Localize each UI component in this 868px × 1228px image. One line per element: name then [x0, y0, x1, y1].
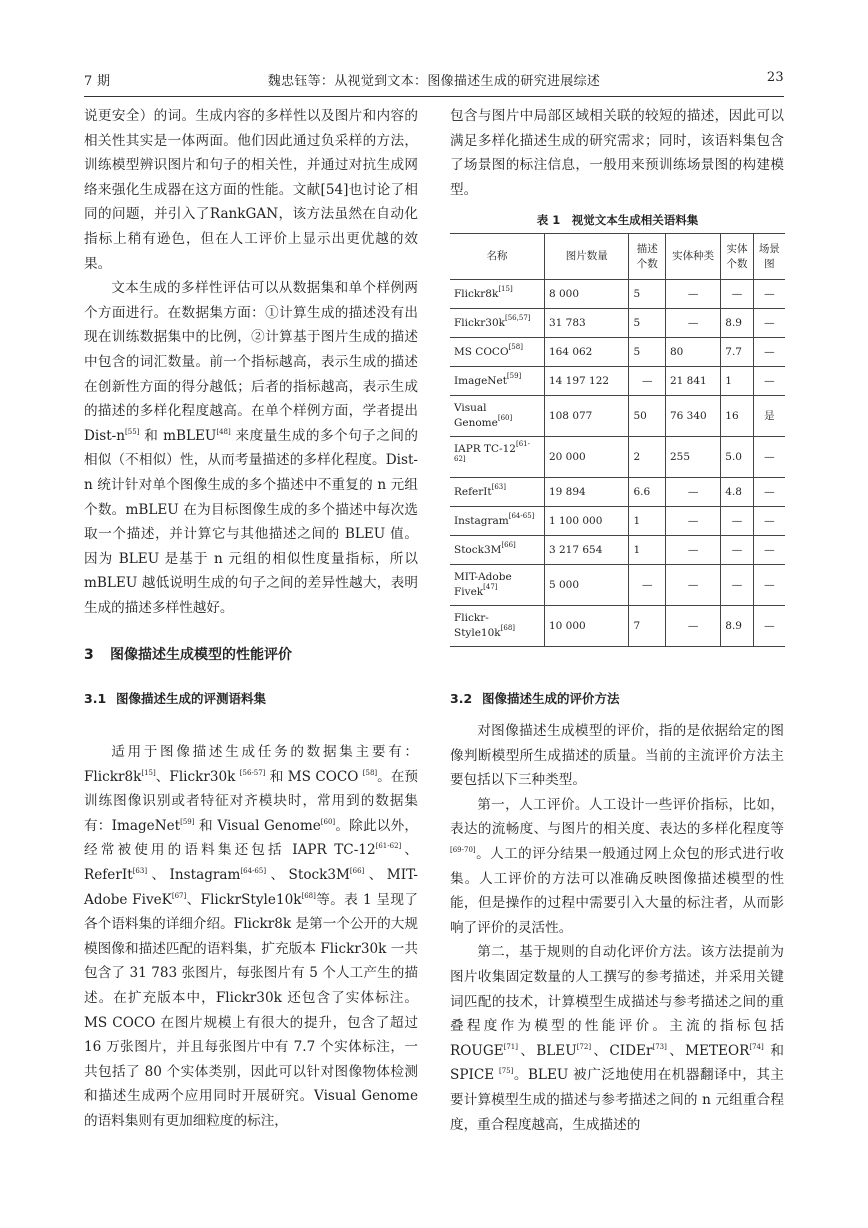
table-cell: 3 217 654: [544, 536, 629, 565]
column-header: 实体个数: [721, 234, 753, 280]
table-cell: 是: [753, 396, 785, 437]
table-header-row: [450, 234, 785, 280]
dataset-name: ReferIt: [454, 485, 492, 498]
citation-ref: [75]: [498, 1067, 514, 1076]
table-cell: 6.6: [629, 478, 666, 507]
table-cell: —: [753, 437, 785, 478]
citation-ref: [72]: [576, 1042, 592, 1051]
table-cell: —: [721, 536, 753, 565]
table-cell: 255: [665, 437, 720, 478]
section-title: 图像描述生成模型的性能评价: [110, 647, 292, 663]
table-cell: —: [629, 367, 666, 396]
table-cell: 8.9: [721, 309, 753, 338]
table-cell: —: [753, 606, 785, 647]
table-row: [450, 309, 785, 338]
paragraph: [84, 276, 418, 620]
table-cell: 21 841: [665, 367, 720, 396]
dataset-name-cell: [450, 437, 544, 478]
dataset-name: Flickr30k: [454, 316, 505, 329]
text-run: 等。表 1 呈现了各个语料集的详细介绍。Flickr8k 是第一个公开的大规模图像和描述匹配的语料集，扩充版本 Flickr30k 一共包含了 31 783 张图片，每张图片有 5 个人工产生的描述。在扩充版本中，Flickr30k 还包含了实体标注。MS COCO 在图片规模上有很大的提升，包含了超过 16 万张图片，并且每张图片中有 7.7 个实体标注，一共包括了 80 个实体类别，因此可以针对图像物体检测和描述生成两个应用同时开展研究。Visual Genome 的语料集则有更加细粒度的标注，: [84, 891, 419, 1129]
table-cell: 20 000: [544, 437, 629, 478]
table-cell: 8.9: [721, 606, 753, 647]
table-cell: 5 000: [544, 565, 629, 606]
section-number: 3: [84, 647, 94, 663]
citation-ref: [64-65]: [240, 866, 267, 875]
table-cell: 5.0: [721, 437, 753, 478]
table-cell: 14 197 122: [544, 367, 629, 396]
table-cell: 7.7: [721, 338, 753, 367]
table-cell: —: [721, 280, 753, 309]
citation-ref: [58]: [508, 342, 523, 351]
left-column-lower: [84, 740, 418, 1134]
text-run: 。BLEU 被广泛地使用在机器翻译中，其主要计算模型生成的描述与参考描述之间的 n 元组重合程度，重合程度越高，生成描述的: [450, 1067, 785, 1133]
dataset-name-cell: [450, 280, 544, 309]
citation-ref: [59]: [506, 371, 522, 380]
dataset-name: Instagram: [454, 514, 509, 527]
paragraph: 说更安全）的词。生成内容的多样性以及图片和内容的相关性其实是一体两面。他们因此通过负采样的方法，训练模型辨识图片和句子的相关性，并通过对抗生成网络来强化生成器在这方面的性能。文献[54]也讨论了相同的问题，并引入了RankGAN，该方法虽然在自动化指标上稍有逊色，但在人工评价上显示出更优越的效果。: [84, 108, 418, 272]
dataset-name-cell: [450, 309, 544, 338]
table-cell: 31 783: [544, 309, 629, 338]
citation-ref: [63]: [491, 482, 506, 491]
text-run: 、METEOR: [666, 1042, 750, 1059]
dataset-name: Stock3M: [454, 543, 502, 556]
table-row: [450, 367, 785, 396]
table-cell: 5: [629, 309, 666, 338]
citation-ref: [56,57]: [505, 313, 531, 322]
table-row: [450, 606, 785, 647]
dataset-name: Flickr8k: [454, 287, 499, 300]
citation-ref: [15]: [141, 768, 156, 777]
table-cell: 16: [721, 396, 753, 437]
table-row: [450, 437, 785, 478]
subsection-heading: [84, 689, 266, 707]
text-run: 文本生成的多样性评估可以从数据集和单个样例两个方面进行。在数据集方面：①计算生成的描述没有出现在训练数据集中的比例，②计算基于图片生成的描述中包含的词汇数量。前一个指标越高，表示生成的描述在创新性方面的得分越低；后者的指标越高，表示生成的描述的多样化程度越高。在单个样例方面，学者提出 Dist-n: [84, 280, 418, 444]
text-run: 、Stock3M: [266, 866, 350, 883]
section-title: 图像描述生成的评测语料集: [116, 691, 267, 706]
table-caption: 表 1 视觉文本生成相关语料集: [536, 213, 699, 227]
table-cell: —: [721, 507, 753, 536]
text-run: 。在预训练图像识别或者特征对齐模块时，常用到的数据集有：ImageNet: [84, 768, 419, 834]
text-run: 。人工的评分结果一般通过网上众包的形式进行收集。人工评价的方法可以准确反映图像描述模型的性能，但是操作的过程中需要引入大量的标注者，从而影响了评价的灵活性。: [450, 845, 784, 936]
table-cell: 1 100 000: [544, 507, 629, 536]
table-cell: —: [753, 367, 785, 396]
dataset-name: MIT-Adobe Fivek: [454, 571, 512, 598]
dataset-name-cell: [450, 507, 544, 536]
text-run: 、Instagram: [147, 866, 241, 883]
table-cell: 164 062: [544, 338, 629, 367]
dataset-name: Visual Genome: [454, 402, 498, 429]
dataset-name: Flickr-Style10k: [454, 612, 501, 639]
dataset-name-cell: [450, 367, 544, 396]
table-cell: —: [665, 478, 720, 507]
table-cell: —: [753, 309, 785, 338]
citation-ref: [73]: [652, 1042, 667, 1051]
text-run: 、FlickrStyle10k: [186, 891, 302, 908]
citation-ref: [47]: [483, 583, 498, 591]
text-run: 和 Visual Genome: [194, 817, 321, 834]
text-run: 、CIDEr: [591, 1042, 653, 1059]
table-row: [450, 536, 785, 565]
table-cell: 1: [629, 507, 666, 536]
table-row: [450, 507, 785, 536]
text-run: 第一，人工评价。人工设计一些评价指标，比如，表达的流畅度、与图片的相关度、表达的多样化程度等: [450, 796, 784, 838]
table-cell: —: [753, 478, 785, 507]
table-cell: —: [753, 536, 785, 565]
journal-issue: 7 期: [84, 74, 111, 89]
citation-ref: [64-65]: [508, 511, 535, 520]
column-header: 场景图: [753, 234, 785, 280]
column-header: 实体种类: [665, 234, 720, 280]
table-row: [450, 280, 785, 309]
dataset-name: ImageNet: [454, 374, 507, 387]
section-number: 3.2: [450, 691, 473, 706]
running-title: 魏忠钰等：从视觉到文本：图像描述生成的研究进展综述: [267, 74, 601, 89]
text-run: 来度量生成的多个句子之间的相似（不相似）性，从而考量描述的多样化程度。Dist-n 统计针对单个图像生成的多个描述中不重复的 n 元组个数。mBLEU 在为目标图像生成的多个描述中每次选取一个描述，并计算它与其他描述之间的 BLEU 值。因为 BLEU 是基于 n 元组的相似性度量指标，所以 mBLEU 越低说明生成的句子之间的差异性越大，表明生成的描述多样性越好。: [84, 427, 418, 616]
paragraph: [450, 793, 784, 941]
column-header: 描述个数: [629, 234, 666, 280]
table-cell: 1: [629, 536, 666, 565]
citation-ref: [63]: [132, 866, 148, 875]
dataset-name-cell: [450, 396, 544, 437]
section-number: 3.1: [84, 691, 107, 706]
dataset-name-cell: [450, 606, 544, 647]
citation-ref: [15]: [498, 284, 513, 293]
right-column: [450, 104, 784, 202]
citation-ref: [66]: [349, 866, 365, 875]
text-run: 、MIT-Adobe FiveK: [84, 866, 418, 908]
citation-ref: [67]: [171, 891, 187, 900]
table-cell: 5: [629, 280, 666, 309]
table-cell: 80: [665, 338, 720, 367]
table-cell: 2: [629, 437, 666, 478]
page-number: 23: [766, 70, 784, 85]
citation-ref: [69-70]: [450, 845, 476, 854]
text-run: 和 SPICE: [450, 1042, 784, 1084]
paragraph: [450, 940, 784, 1137]
section-heading: [84, 644, 292, 664]
section-title: 图像描述生成的评价方法: [482, 691, 620, 706]
citation-ref: [60]: [497, 414, 513, 422]
corpus-table: [450, 233, 785, 647]
citation-ref: [58]: [362, 768, 378, 777]
dataset-name-cell: [450, 338, 544, 367]
text-run: 、Flickr30k: [155, 768, 240, 785]
text-run: 适用于图像描述生成任务的数据集主要有：Flickr8k: [84, 744, 418, 785]
citation-ref: [48]: [216, 427, 231, 436]
citation-ref: [74]: [749, 1042, 764, 1051]
citation-ref: [68]: [500, 624, 516, 632]
table-cell: 108 077: [544, 396, 629, 437]
table-cell: —: [665, 536, 720, 565]
table-cell: 19 894: [544, 478, 629, 507]
text-run: 和 mBLEU: [139, 427, 217, 444]
right-column-lower: [450, 719, 784, 1137]
citation-ref: [66]: [501, 540, 516, 549]
table-cell: —: [665, 565, 720, 606]
table-cell: —: [665, 280, 720, 309]
column-header: 名称: [450, 234, 544, 280]
citation-ref: [61-62]: [375, 842, 402, 851]
table-cell: 1: [721, 367, 753, 396]
dataset-name-cell: [450, 478, 544, 507]
table-cell: —: [721, 565, 753, 606]
paragraph: 包含与图片中局部区域相关联的较短的描述，因此可以满足多样化描述生成的研究需求；同时，该语料集包含了场景图的标注信息，一般用来预训练场景图的构建模型。: [450, 108, 784, 198]
table-cell: 4.8: [721, 478, 753, 507]
citation-ref: [61-62]: [454, 440, 531, 463]
table-row: [450, 338, 785, 367]
citation-ref: [59]: [180, 817, 195, 826]
table-row: [450, 565, 785, 606]
left-column: [84, 104, 418, 620]
table-cell: 8 000: [544, 280, 629, 309]
citation-ref: [60]: [320, 817, 336, 826]
table-cell: —: [753, 338, 785, 367]
table-cell: —: [665, 309, 720, 338]
paragraph: 对图像描述生成模型的评价，指的是依据给定的图像判断模型所生成描述的质量。当前的主流评价方法主要包括以下三种类型。: [450, 723, 784, 789]
subsection-heading: [450, 689, 620, 707]
citation-ref: [71]: [503, 1042, 518, 1051]
table-row: [450, 478, 785, 507]
citation-ref: [68]: [301, 891, 316, 900]
table-cell: 7: [629, 606, 666, 647]
citation-ref: [55]: [125, 427, 140, 436]
text-run: 第二，基于规则的自动化评价方法。该方法提前为图片收集固定数量的人工撰写的参考描述，并采用关键词匹配的技术，计算模型生成描述与参考描述之间的重叠程度作为模型的性能评价。主流的指标包括 ROUGE: [450, 944, 784, 1059]
table-cell: 10 000: [544, 606, 629, 647]
table-cell: —: [753, 280, 785, 309]
dataset-name-cell: [450, 565, 544, 606]
table-cell: —: [665, 507, 720, 536]
text-run: 和 MS COCO: [265, 768, 363, 785]
table-cell: —: [629, 565, 666, 606]
dataset-name-cell: [450, 536, 544, 565]
text-run: 、ReferIt: [84, 842, 418, 883]
header-rule: [84, 96, 784, 97]
table-cell: 5: [629, 338, 666, 367]
dataset-name: MS COCO: [454, 345, 509, 358]
citation-ref: [56-57]: [239, 768, 266, 777]
table-cell: —: [665, 606, 720, 647]
dataset-name: IAPR TC-12: [454, 443, 516, 455]
text-run: 、BLEU: [518, 1042, 577, 1059]
paragraph: [84, 740, 418, 1134]
table-cell: 76 340: [665, 396, 720, 437]
column-header: 图片数量: [544, 234, 629, 280]
table-cell: 50: [629, 396, 666, 437]
table-row: [450, 396, 785, 437]
table-cell: —: [753, 507, 785, 536]
table-cell: —: [753, 565, 785, 606]
text-run: 。除此以外，经常被使用的语料集还包括 IAPR TC-12: [84, 817, 418, 859]
